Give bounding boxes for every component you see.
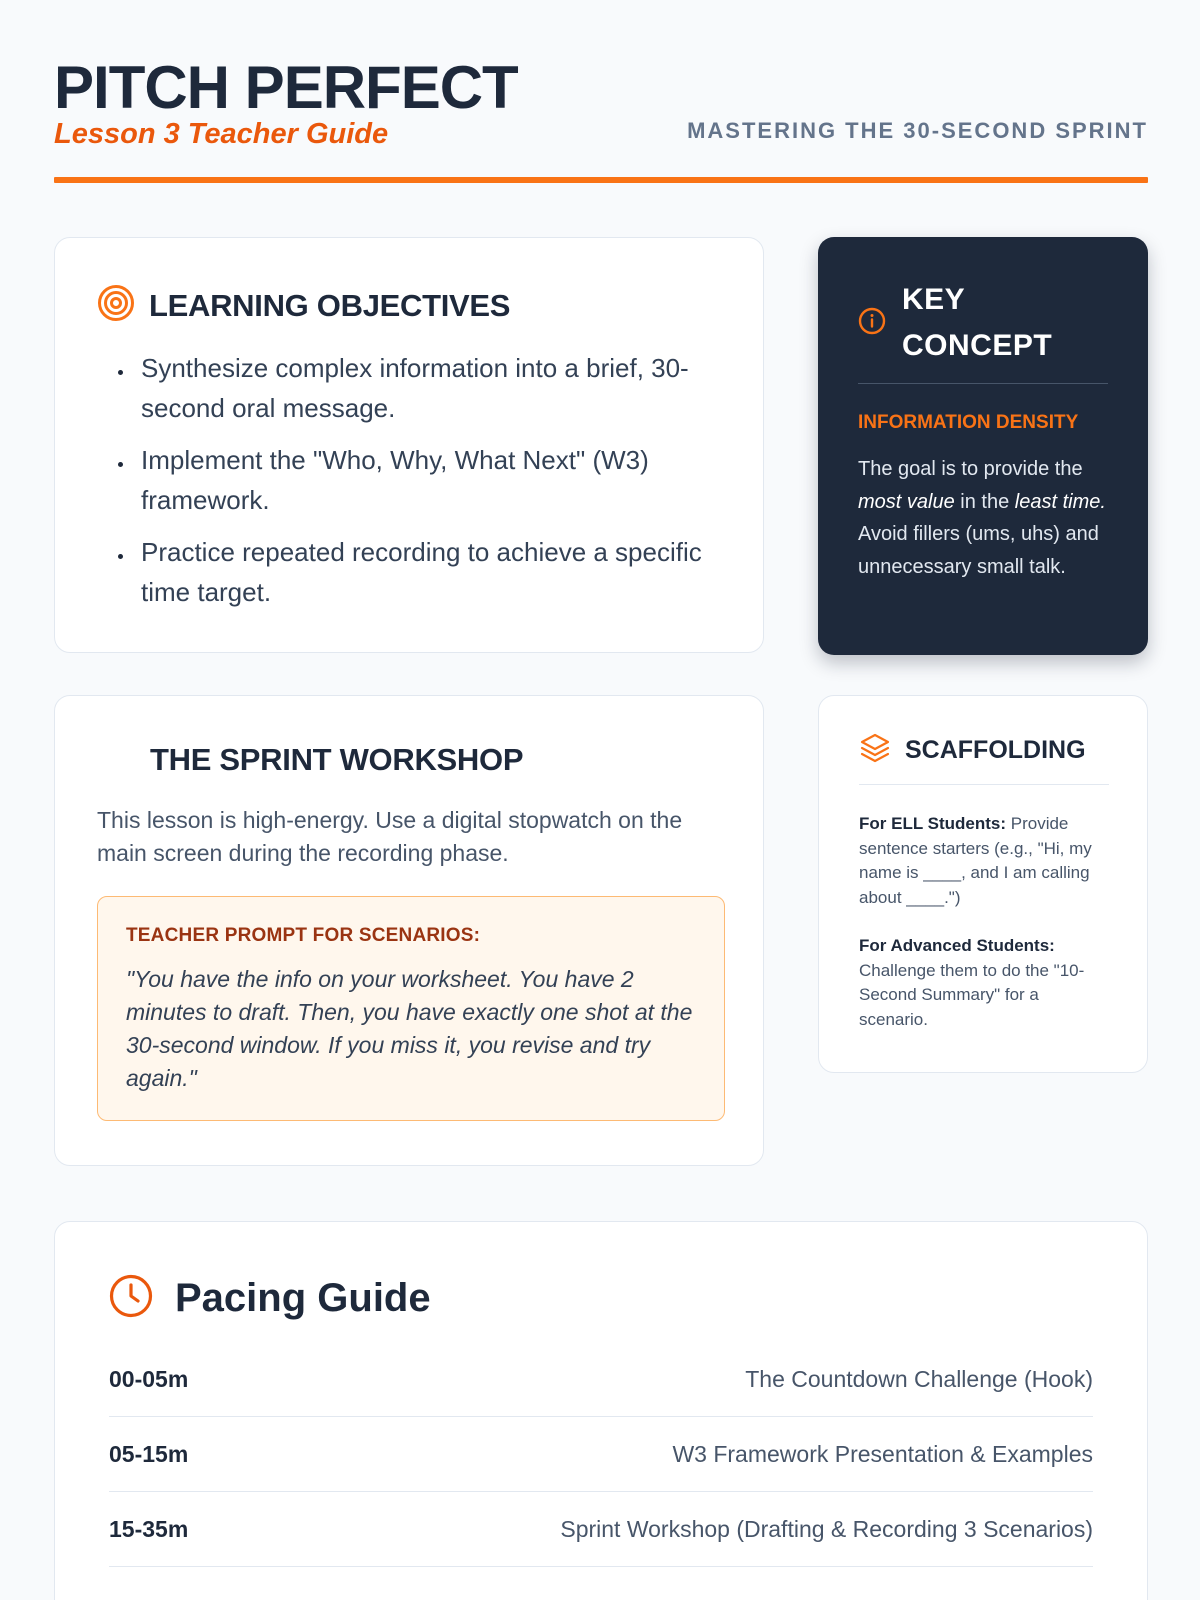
pacing-guide-heading: Pacing Guide [175, 1276, 431, 1320]
pacing-guide-heading-row [109, 1274, 431, 1323]
objective-item: • Practice repeated recording to achieve a specific time target. [135, 532, 735, 612]
sprint-workshop-lead: This lesson is high-energy. Use a digital stopwatch on the main screen during the recording phase. [97, 807, 683, 866]
pacing-guide-card [54, 1221, 1148, 1600]
pacing-activity: W3 Framework Presentation & Examples [672, 1440, 1093, 1467]
objectives-list [135, 348, 735, 624]
key-concept-heading [902, 277, 1052, 369]
scaffolding-heading-row [859, 732, 1086, 769]
scaffolding-heading: SCAFFOLDING [905, 736, 1086, 764]
teacher-prompt-box [97, 896, 725, 1121]
page-subtitle: Lesson 3 Teacher Guide [54, 118, 389, 150]
pacing-row [109, 1342, 1093, 1417]
ell-students-note [859, 812, 1111, 910]
key-concept-card [818, 237, 1148, 655]
pacing-time: 15-35m [109, 1515, 189, 1542]
header-divider [54, 177, 1148, 183]
ell-students-text: Provide sentence starters (e.g., "Hi, my name is ____, and I am calling about ____.") [859, 814, 1092, 907]
learning-objectives-heading-row [97, 284, 510, 327]
pacing-activity: Sprint Workshop (Drafting & Recording 3 Scenarios) [560, 1515, 1093, 1542]
scaffolding-card [818, 695, 1148, 1073]
teacher-prompt-label: TEACHER PROMPT FOR SCENARIOS: [126, 925, 481, 946]
ell-students-label: For ELL Students: [859, 814, 1007, 833]
objective-item: • Synthesize complex information into a brief, 30-second oral message. [135, 348, 735, 428]
scaffolding-divider [859, 784, 1109, 785]
pacing-time: 00-05m [109, 1365, 189, 1392]
key-concept-subheading: INFORMATION DENSITY [858, 412, 1079, 433]
key-concept-text: in the [954, 490, 1015, 513]
teacher-prompt-quote: "You have the info on your worksheet. You have 2 minutes to draft. Then, you have exactly one shot at the 30-second window. If you miss it, you revise and try again." [126, 966, 693, 1091]
target-icon [97, 284, 135, 327]
learning-objectives-card [54, 237, 764, 653]
key-concept-heading-row [858, 277, 1052, 369]
key-concept-emphasis: least time. [1014, 490, 1106, 513]
pacing-row [109, 1492, 1093, 1567]
key-concept-text: The goal is to provide the [858, 458, 1083, 480]
advanced-students-text: Challenge them to do the "10-Second Summary" for a scenario. [859, 960, 1085, 1029]
page-title: PITCH PERFECT [54, 54, 518, 121]
key-concept-text: Avoid fillers (ums, uhs) and unnecessary small talk. [858, 523, 1099, 578]
page-header [54, 52, 1148, 150]
page-tagline: MASTERING THE 30-SECOND SPRINT [687, 118, 1148, 143]
learning-objectives-heading: LEARNING OBJECTIVES [149, 287, 511, 323]
objective-item: • Implement the "Who, Why, What Next" (W3) framework. [135, 440, 735, 520]
sprint-workshop-card [54, 695, 764, 1166]
key-concept-heading-line2: CONCEPT [902, 329, 1053, 362]
key-concept-body [858, 453, 1110, 583]
clock-icon [109, 1274, 153, 1323]
key-concept-divider [858, 383, 1108, 384]
key-concept-heading-line1: KEY [902, 283, 966, 316]
advanced-students-label: For Advanced Students: [859, 936, 1055, 955]
key-concept-emphasis: most value [858, 490, 955, 513]
pacing-activity: The Countdown Challenge (Hook) [745, 1365, 1093, 1392]
advanced-students-note [859, 934, 1111, 1032]
pacing-time: 05-15m [109, 1440, 189, 1467]
pacing-row [109, 1417, 1093, 1492]
sprint-workshop-heading: THE SPRINT WORKSHOP [150, 742, 524, 777]
info-icon [858, 307, 886, 340]
layers-icon [859, 732, 891, 769]
pacing-table [109, 1342, 1093, 1567]
